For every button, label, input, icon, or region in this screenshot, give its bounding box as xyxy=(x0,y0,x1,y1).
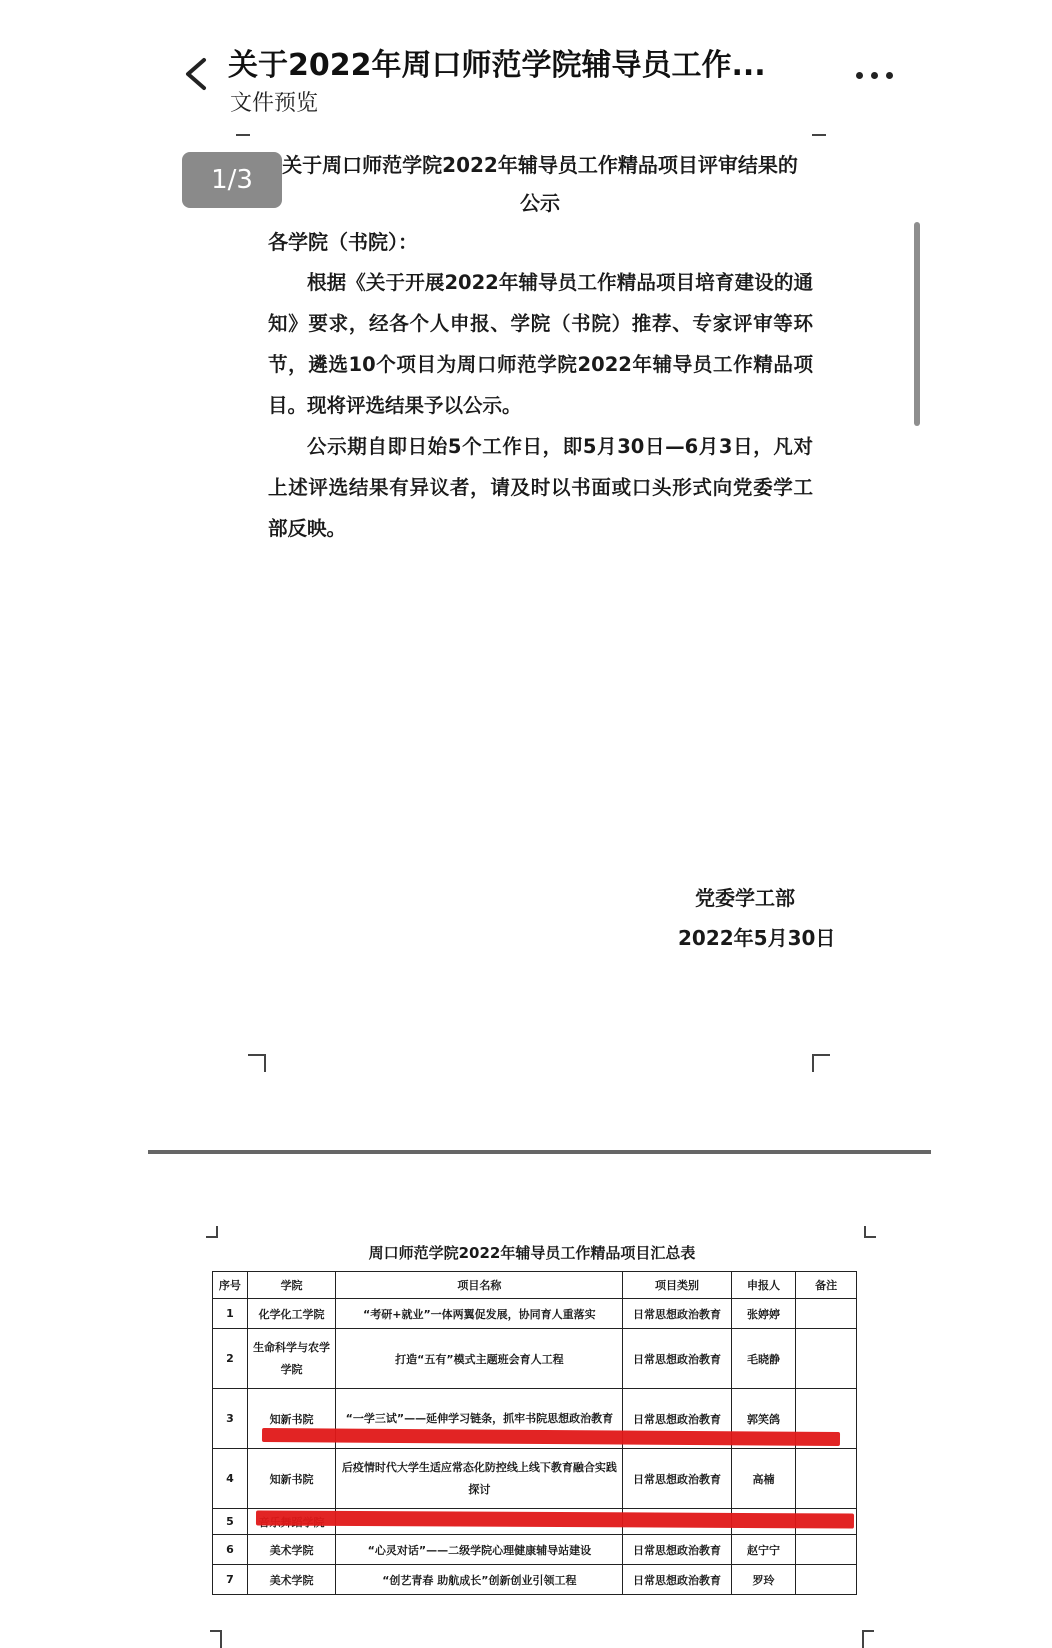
cell-project: 打造“五有”模式主题班会育人工程 xyxy=(336,1329,623,1389)
file-preview-label: 文件预览 xyxy=(230,91,319,116)
scrollbar-thumb[interactable] xyxy=(914,222,920,426)
cell-note xyxy=(796,1299,857,1329)
column-header: 学院 xyxy=(247,1272,335,1299)
page-corner-mark xyxy=(236,134,250,152)
cell-category: 日常思想政治教育 xyxy=(623,1329,731,1389)
column-header: 申报人 xyxy=(731,1272,796,1299)
signature-date: 2022年5月30日 xyxy=(678,926,836,950)
cell-applicant: 罗玲 xyxy=(731,1565,796,1595)
more-dot xyxy=(871,72,878,79)
column-header: 序号 xyxy=(213,1272,248,1299)
redaction-mark xyxy=(256,1510,854,1528)
cell-note xyxy=(796,1329,857,1389)
cell-no: 1 xyxy=(213,1299,248,1329)
page-corner-mark xyxy=(206,1226,218,1238)
table-row xyxy=(213,1535,857,1565)
notice-title xyxy=(260,146,820,222)
cell-no: 2 xyxy=(213,1329,248,1389)
column-header: 项目名称 xyxy=(336,1272,623,1299)
cell-college: 美术学院 xyxy=(247,1565,335,1595)
page-corner-mark xyxy=(210,1630,222,1648)
cell-no: 3 xyxy=(213,1389,248,1449)
cell-note xyxy=(796,1565,857,1595)
cell-no: 6 xyxy=(213,1535,248,1565)
document-title: 关于2022年周口师范学院辅导员工作... xyxy=(228,48,766,83)
page-indicator: 1/3 xyxy=(182,152,282,208)
column-header: 项目类别 xyxy=(623,1272,731,1299)
cell-category: 日常思想政治教育 xyxy=(623,1535,731,1565)
cell-no: 7 xyxy=(213,1565,248,1595)
more-options-button[interactable] xyxy=(850,60,900,90)
body-paragraph-1: 根据《关于开展2022年辅导员工作精品项目培育建设的通知》要求，经各个人申报、学院（书院）推荐、专家评审等环节，遴选10个项目为周口师范学院2022年辅导员工作精品项目。现将评选结果予以公示。 xyxy=(268,271,813,417)
table-row xyxy=(213,1299,857,1329)
page-corner-mark xyxy=(812,1054,830,1072)
summary-table-title: 周口师范学院2022年辅导员工作精品项目汇总表 xyxy=(368,1244,696,1262)
notice-title-line1: 关于周口师范学院2022年辅导员工作精品项目评审结果的 xyxy=(282,153,798,177)
table-header-row xyxy=(213,1272,857,1299)
cell-college: 知新书院 xyxy=(247,1389,335,1449)
chevron-left-icon xyxy=(178,52,218,96)
cell-note xyxy=(796,1449,857,1509)
signature-org: 党委学工部 xyxy=(695,886,795,910)
more-dots-icon xyxy=(856,72,863,79)
cell-category: 日常思想政治教育 xyxy=(623,1449,731,1509)
cell-applicant: 郭笑鸽 xyxy=(731,1389,796,1449)
cell-college: 美术学院 xyxy=(247,1535,335,1565)
cell-college: 化学化工学院 xyxy=(247,1299,335,1329)
app-header xyxy=(0,0,1052,120)
cell-project: “心灵对话”——二级学院心理健康辅导站建设 xyxy=(336,1535,623,1565)
more-dot xyxy=(886,72,893,79)
salutation: 各学院（书院）： xyxy=(268,230,418,254)
cell-applicant: 高楠 xyxy=(731,1449,796,1509)
cell-project: “创艺青春 助航成长”创新创业引领工程 xyxy=(336,1565,623,1595)
cell-college: 知新书院 xyxy=(247,1449,335,1509)
page-corner-mark xyxy=(862,1630,874,1648)
cell-category: 日常思想政治教育 xyxy=(623,1389,731,1449)
table-row xyxy=(213,1449,857,1509)
cell-college: 生命科学与农学学院 xyxy=(247,1329,335,1389)
cell-no: 5 xyxy=(213,1509,248,1535)
page-corner-mark xyxy=(248,1054,266,1072)
cell-project: 后疫情时代大学生适应常态化防控线上线下教育融合实践探讨 xyxy=(336,1449,623,1509)
page-divider xyxy=(148,1150,931,1154)
cell-note xyxy=(796,1535,857,1565)
cell-category: 日常思想政治教育 xyxy=(623,1565,731,1595)
cell-no: 4 xyxy=(213,1449,248,1509)
body-paragraph-2: 公示期自即日始5个工作日，即5月30日—6月3日，凡对上述评选结果有异议者，请及时以书面或口头形式向党委学工部反映。 xyxy=(268,435,813,540)
back-button[interactable] xyxy=(178,52,218,96)
table-row xyxy=(213,1329,857,1389)
page-corner-mark xyxy=(864,1226,876,1238)
table-row xyxy=(213,1565,857,1595)
cell-project: “一学三试”——延伸学习链条，抓牢书院思想政治教育 xyxy=(336,1389,623,1449)
cell-applicant: 赵宁宁 xyxy=(731,1535,796,1565)
cell-applicant: 毛晓静 xyxy=(731,1329,796,1389)
cell-applicant: 张婷婷 xyxy=(731,1299,796,1329)
cell-category: 日常思想政治教育 xyxy=(623,1299,731,1329)
notice-title-line2: 公示 xyxy=(520,191,560,215)
column-header: 备注 xyxy=(796,1272,857,1299)
cell-project: “考研+就业”一体两翼促发展，协同育人重落实 xyxy=(336,1299,623,1329)
